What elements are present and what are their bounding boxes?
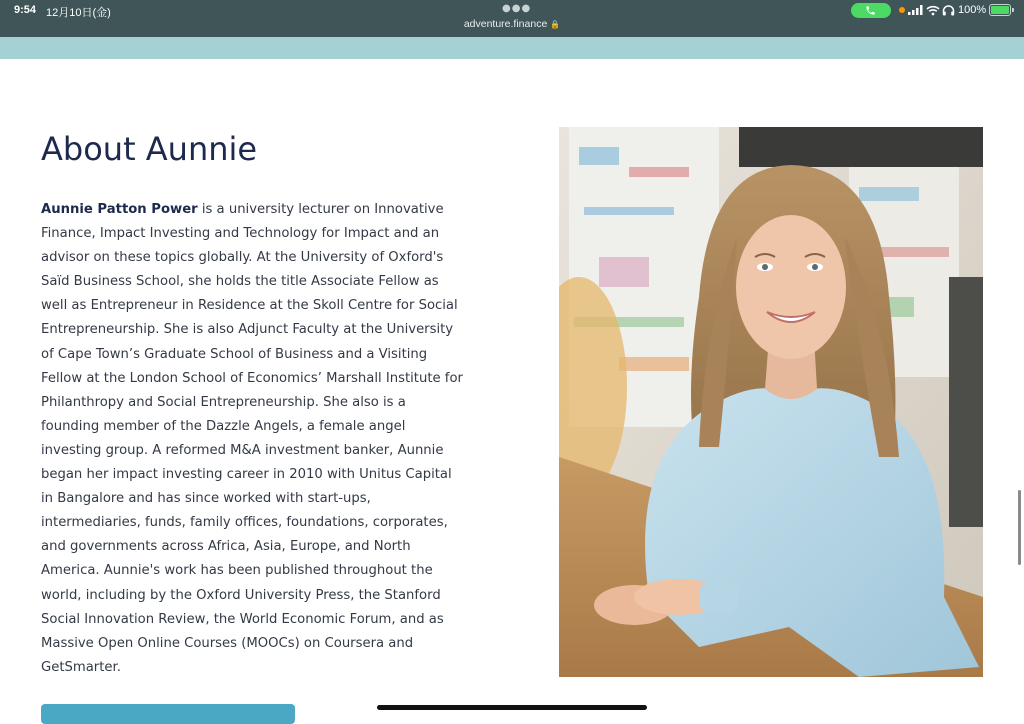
phone-icon (865, 5, 876, 16)
status-bar (0, 0, 1024, 37)
page-scrollbar[interactable] (1018, 490, 1021, 565)
cellular-signal-icon (908, 5, 923, 15)
bio-paragraph (41, 198, 466, 680)
bio-name: Aunnie Patton Power (41, 202, 198, 217)
home-indicator[interactable] (377, 705, 647, 710)
wifi-icon (926, 5, 940, 16)
headphones-icon (942, 5, 955, 16)
battery-tip (1012, 8, 1014, 12)
battery-percent: 100% (958, 4, 987, 16)
bio-text: is a university lecturer on Innovative Finance, Impact Investing and Technology for Impact and an advisor on these topics globally. At the University of Oxford's Saïd Business School, she holds the title Associate Fellow as well as Entrepreneur in Residence at the Skoll Centre for Social Entrepreneurship. She is also Adjunct Faculty at the University of Cape Town’s Graduate School of Business and a Visiting Fellow at the London School of Economics’ Marshall Institute for Philanthropy and Social Entrepreneurship. She also is a founding member of the Dazzle Angels, a female angel investing group. A reformed M&A investment banker, Aunnie began her impact investing career in 2010 with Unitus Capital in Bangalore and has since worked with start-ups, intermediaries, funds, family offices, foundations, corporates, and governments across Africa, Asia, Europe, and North America. Aunnie's work has been published throughout the world, including by the Oxford University Press, the Stanford Social Innovation Review, the World Economic Forum, and as Massive Open Online Courses (MOOCs) on Coursera and GetSmarter. (41, 202, 463, 675)
lock-icon: 🔒 (550, 20, 561, 29)
status-time: 9:54 (14, 4, 37, 16)
active-call-pill[interactable] (851, 3, 891, 18)
url-text: adventure.finance (463, 18, 548, 30)
mic-indicator-dot (899, 7, 905, 13)
battery-icon (989, 4, 1011, 16)
portrait-photo (559, 127, 983, 677)
page-title: About Aunnie (41, 130, 258, 168)
address-bar[interactable] (0, 18, 1024, 30)
cta-button[interactable] (41, 704, 295, 724)
status-date: 12月10日(金) (46, 7, 111, 19)
multitasking-dots-icon[interactable]: ●●● (502, 3, 532, 14)
site-header-strip (0, 37, 1024, 59)
